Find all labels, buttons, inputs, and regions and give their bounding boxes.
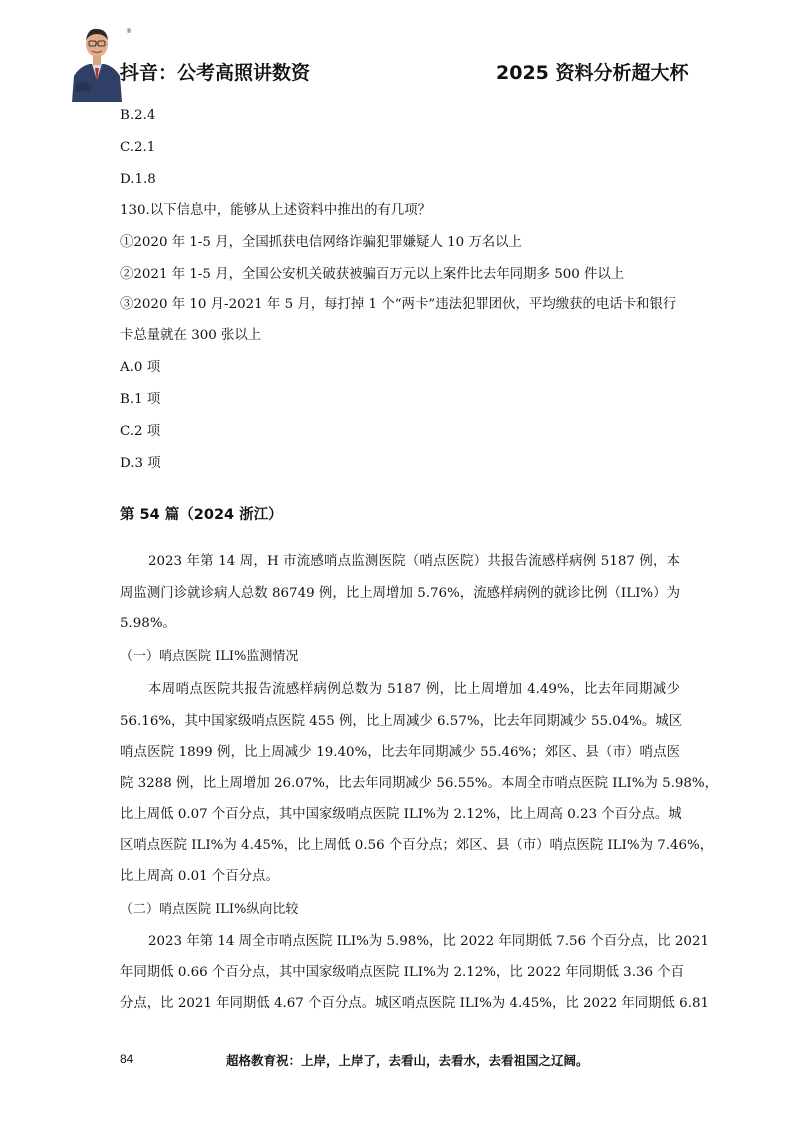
author-avatar [70, 24, 124, 102]
paragraph-line: 区哨点医院 ILI%为 4.45%，比上周低 0.56 个百分点；郊区、县（市）哨点医院 ILI%为 7.46%， [120, 838, 714, 853]
subsection-title: （二）哨点医院 ILI%纵向比较 [120, 902, 299, 917]
registered-mark: ® [126, 28, 132, 35]
option-c-prev: C.2.1 [120, 140, 156, 155]
option-a: A.0 项 [120, 360, 161, 375]
intro-line: 5.98%。 [120, 616, 176, 631]
paragraph-line: 56.16%，其中国家级哨点医院 455 例，比上周减少 6.57%，比去年同期减少 55.04%。城区 [120, 714, 683, 729]
header-right-title: 2025 资料分析超大杯 [496, 62, 689, 84]
paragraph-line: 本周哨点医院共报告流感样病例总数为 5187 例，比上周增加 4.49%，比去年同期减少 [148, 682, 680, 697]
paragraph-line: 比上周高 0.01 个百分点。 [120, 869, 279, 884]
paragraph-line: 院 3288 例，比上周增加 26.07%，比去年同期减少 56.55%。本周全市哨点医院 ILI%为 5.98%， [120, 776, 719, 791]
option-b-prev: B.2.4 [120, 108, 156, 123]
page-number: 84 [120, 1052, 134, 1066]
question-stem: 130.以下信息中，能够从上述资料中推出的有几项？ [120, 203, 432, 218]
paragraph-line: 分点，比 2021 年同期低 4.67 个百分点。城区哨点医院 ILI%为 4.45%，比 2022 年同期低 6.81 [120, 996, 709, 1011]
paragraph-line: 年同期低 0.66 个百分点，其中国家级哨点医院 ILI%为 2.12%，比 2022 年同期低 3.36 个百 [120, 965, 685, 980]
paragraph-line: 2023 年第 14 周全市哨点医院 ILI%为 5.98%，比 2022 年同期低 7.56 个百分点，比 2021 [148, 934, 709, 949]
paragraph-line: 比上周低 0.07 个百分点，其中国家级哨点医院 ILI%为 2.12%，比上周高 0.23 个百分点。城 [120, 807, 682, 822]
option-c: C.2 项 [120, 424, 161, 439]
intro-line: 2023 年第 14 周，H 市流感哨点监测医院（哨点医院）共报告流感样病例 5187 例，本 [148, 554, 680, 569]
question-item: ③2020 年 10 月-2021 年 5 月，每打掉 1 个“两卡”违法犯罪团伙，平均缴获的电话卡和银行 [120, 297, 677, 312]
question-item: ①2020 年 1-5 月，全国抓获电信网络诈骗犯罪嫌疑人 10 万名以上 [120, 235, 522, 250]
paragraph-line: 哨点医院 1899 例，比上周减少 19.40%，比去年同期减少 55.46%；郊区、县（市）哨点医 [120, 745, 680, 760]
section-title: 第 54 篇（2024 浙江） [120, 507, 283, 523]
subsection-title: （一）哨点医院 ILI%监测情况 [120, 649, 299, 664]
question-item: ②2021 年 1-5 月，全国公安机关破获被骗百万元以上案件比去年同期多 500 件以上 [120, 267, 625, 282]
option-d-prev: D.1.8 [120, 172, 156, 187]
question-item: 卡总量就在 300 张以上 [120, 328, 262, 343]
option-d: D.3 项 [120, 456, 161, 471]
option-b: B.1 项 [120, 392, 161, 407]
footer-motto: 超格教育祝：上岸，上岸了，去看山，去看水，去看祖国之辽阔。 [226, 1053, 589, 1068]
intro-line: 周监测门诊就诊病人总数 86749 例，比上周增加 5.76%，流感样病例的就诊比例（ILI%）为 [120, 586, 680, 601]
header-left-title: 抖音：公考高照讲数资 [120, 62, 311, 84]
